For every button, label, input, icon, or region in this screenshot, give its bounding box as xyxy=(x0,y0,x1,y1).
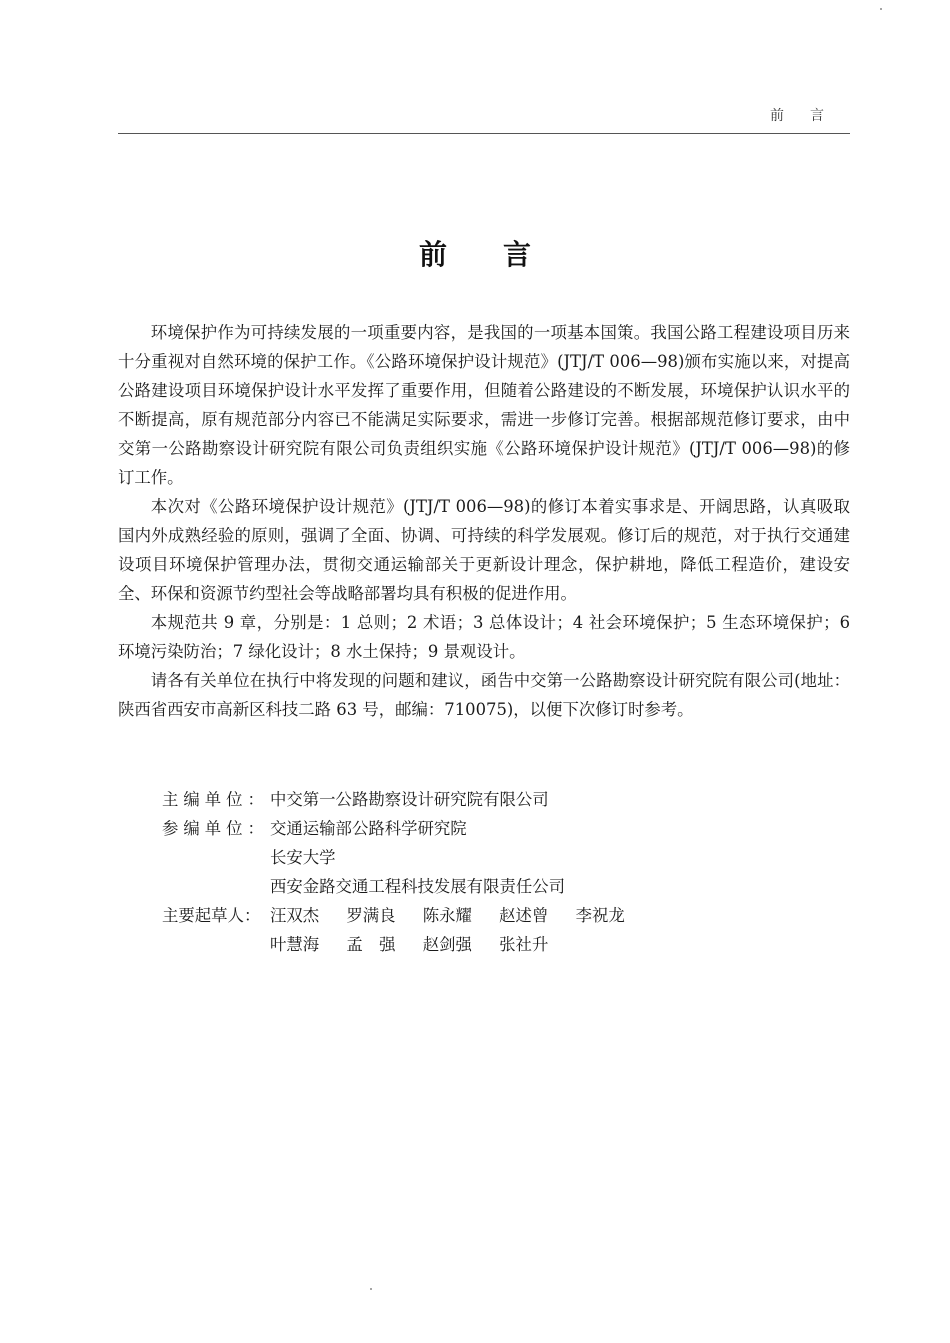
chief-editor-label: 主编单位： xyxy=(162,790,269,809)
paragraph-4: 请各有关单位在执行中将发现的问题和建议，函告中交第一公路勘察设计研究院有限公司(地址：陕西省西安市高新区科技二路 63 号，邮编：710075)，以便下次修订时参考。 xyxy=(118,671,850,719)
drafter-name: 张社升 xyxy=(499,935,549,954)
chief-editor-unit: 中交第一公路勘察设计研究院有限公司 xyxy=(270,790,549,809)
drafter-name: 李祝龙 xyxy=(575,906,625,925)
paragraph-2: 本次对《公路环境保护设计规范》(JTJ/T 006—98)的修订本着实事求是、开阔思路，认真吸取国内外成熟经验的原则，强调了全面、协调、可持续的科学发展观。修订后的规范，对于执行交通建设项目环境保护管理办法，贯彻交通运输部关于更新设计理念，保护耕地，降低工程造价，建设安全、环保和资源节约型社会等战略部署均具有积极的促进作用。 xyxy=(118,497,850,603)
header-rule xyxy=(118,133,850,134)
participating-units-label: 参编单位： xyxy=(162,819,269,838)
drafters-label: 主要起草人： xyxy=(162,906,261,925)
scan-speck xyxy=(880,8,882,10)
drafter-name: 汪双杰 xyxy=(270,906,320,925)
drafter-name: 陈永耀 xyxy=(422,906,472,925)
drafter-name: 赵剑强 xyxy=(422,935,472,954)
scan-speck xyxy=(370,1288,372,1290)
chief-editor-row xyxy=(162,785,852,814)
participating-units-row xyxy=(162,814,852,901)
running-header: 前言 xyxy=(770,108,850,124)
drafter-name: 孟 强 xyxy=(346,935,396,954)
drafters-row xyxy=(162,901,852,959)
preface-body xyxy=(118,318,850,724)
drafter-name: 罗满良 xyxy=(346,906,396,925)
paragraph-3: 本规范共 9 章，分别是：1 总则；2 术语；3 总体设计；4 社会环境保护；5 生态环境保护；6 环境污染防治；7 绿化设计；8 水土保持；9 景观设计。 xyxy=(118,613,850,661)
paragraph-1: 环境保护作为可持续发展的一项重要内容，是我国的一项基本国策。我国公路工程建设项目历来十分重视对自然环境的保护工作。《公路环境保护设计规范》(JTJ/T 006—98)颁布实施以来，对提高公路建设项目环境保护设计水平发挥了重要作用，但随着公路建设的不断发展，环境保护认识水平的不断提高，原有规范部分内容已不能满足实际要求，需进一步修订完善。根据部规范修订要求，由中交第一公路勘察设计研究院有限公司负责组织实施《公路环境保护设计规范》(JTJ/T 006—98)的修订工作。 xyxy=(118,323,850,487)
drafter-name: 叶慧海 xyxy=(270,935,320,954)
page-title: 前言 xyxy=(418,238,587,271)
drafter-name: 赵述曾 xyxy=(499,906,549,925)
participating-unit: 西安金路交通工程科技发展有限责任公司 xyxy=(270,877,566,896)
drafters-line-2 xyxy=(270,930,852,959)
participating-unit: 交通运输部公路科学研究院 xyxy=(270,819,467,838)
credits-block xyxy=(162,785,852,959)
participating-unit: 长安大学 xyxy=(270,848,336,867)
drafters-line-1 xyxy=(270,901,852,930)
